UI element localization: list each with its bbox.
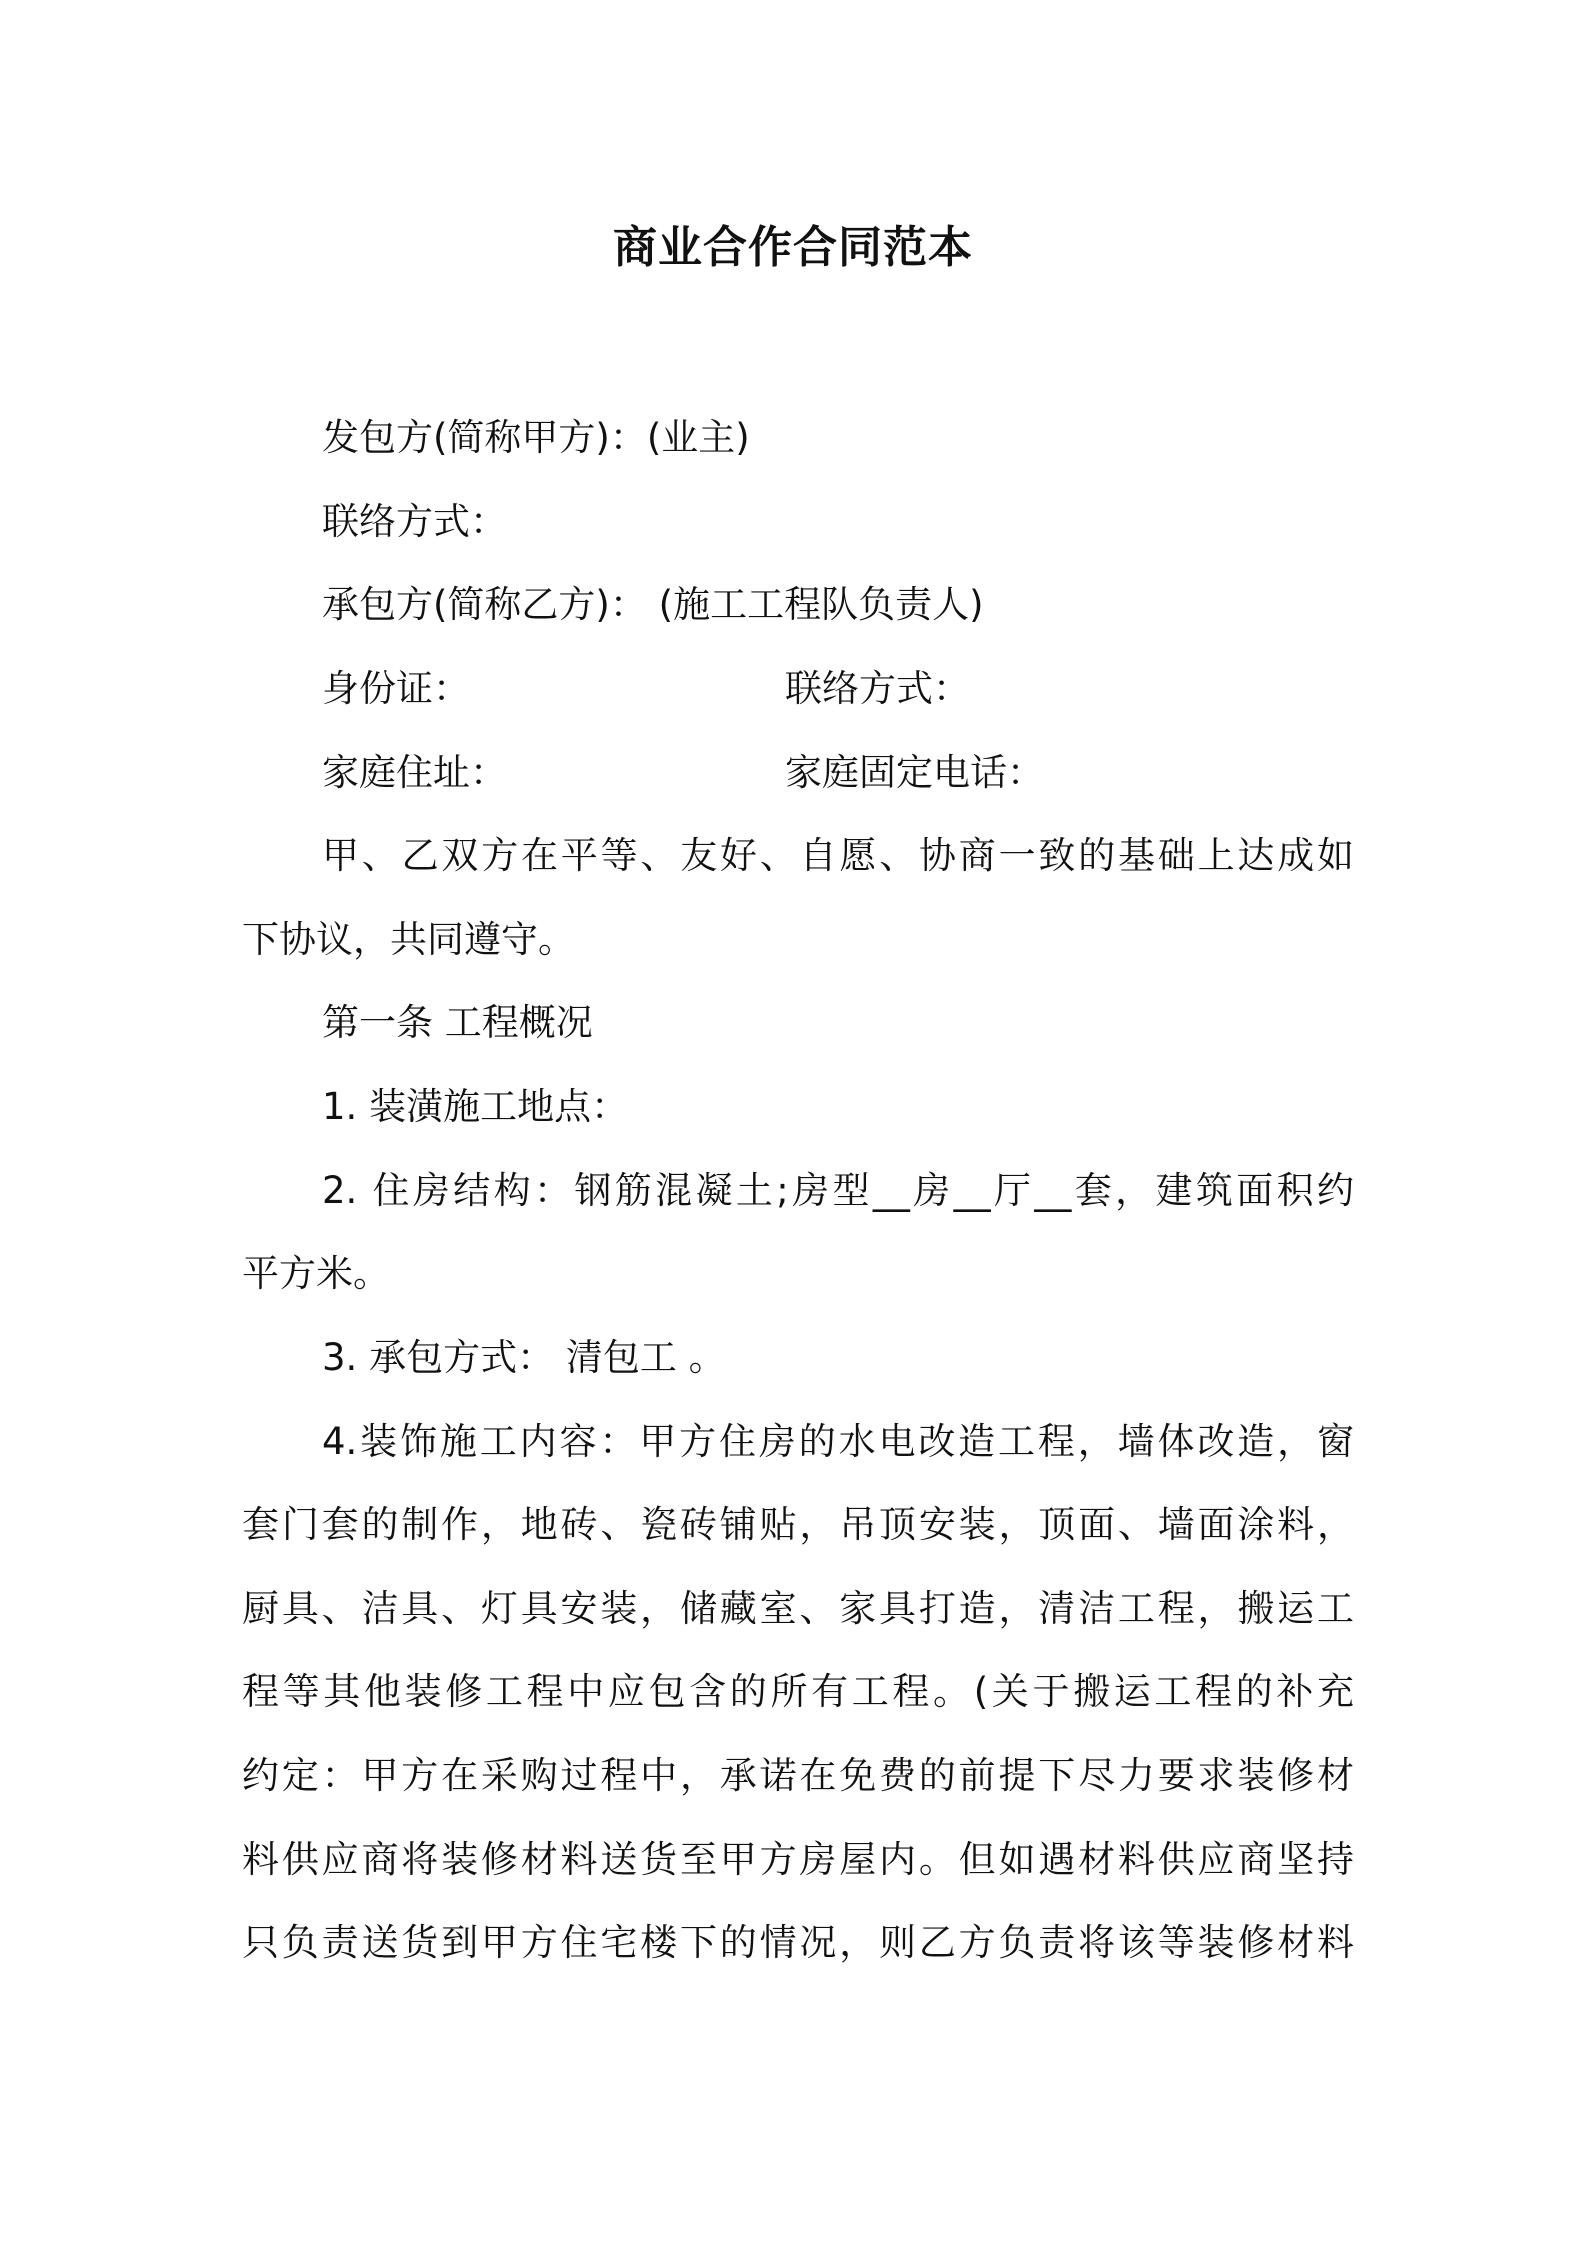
home-address-label: 家庭住址：: [322, 751, 507, 794]
party-b-contact-label: 联络方式：: [785, 667, 970, 710]
item-2-housing-structure-line-1: 2. 住房结构：钢筋混凝土;房型__房__厅__套，建筑面积约: [322, 1169, 1354, 1212]
page-title: 商业合作合同范本: [613, 222, 973, 273]
item-2-housing-structure-line-2: 平方米。: [242, 1252, 390, 1295]
party-a-contact-line: 联络方式：: [322, 500, 507, 543]
home-phone-label: 家庭固定电话：: [785, 751, 1044, 794]
item-4-content-line-5: 约定：甲方在采购过程中，承诺在免费的前提下尽力要求装修材: [242, 1754, 1354, 1797]
item-4-content-line-3: 厨具、洁具、灯具安装，储藏室、家具打造，清洁工程，搬运工: [242, 1587, 1354, 1630]
party-a-line: 发包方(简称甲方)：(业主): [322, 416, 750, 459]
item-4-content-line-2: 套门套的制作，地砖、瓷砖铺贴，吊顶安装，顶面、墙面涂料，: [242, 1503, 1354, 1546]
agreement-paragraph-line-1: 甲、乙双方在平等、友好、自愿、协商一致的基础上达成如: [322, 834, 1354, 877]
item-1-construction-site: 1. 装潢施工地点：: [322, 1085, 629, 1128]
item-4-content-line-6: 料供应商将装修材料送货至甲方房屋内。但如遇材料供应商坚持: [242, 1838, 1354, 1881]
article-1-heading: 第一条 工程概况: [322, 1001, 593, 1044]
agreement-paragraph-line-2: 下协议，共同遵守。: [242, 918, 575, 961]
item-4-content-line-4: 程等其他装修工程中应包含的所有工程。(关于搬运工程的补充: [242, 1670, 1354, 1713]
item-3-contract-method: 3. 承包方式： 清包工 。: [322, 1336, 726, 1379]
item-4-content-line-1: 4.装饰施工内容：甲方住房的水电改造工程，墙体改造，窗: [322, 1420, 1354, 1463]
party-b-line: 承包方(简称乙方)： (施工工程队负责人): [322, 583, 984, 626]
item-4-content-line-7: 只负责送货到甲方住宅楼下的情况，则乙方负责将该等装修材料: [242, 1921, 1354, 1964]
id-card-label: 身份证：: [322, 667, 470, 710]
